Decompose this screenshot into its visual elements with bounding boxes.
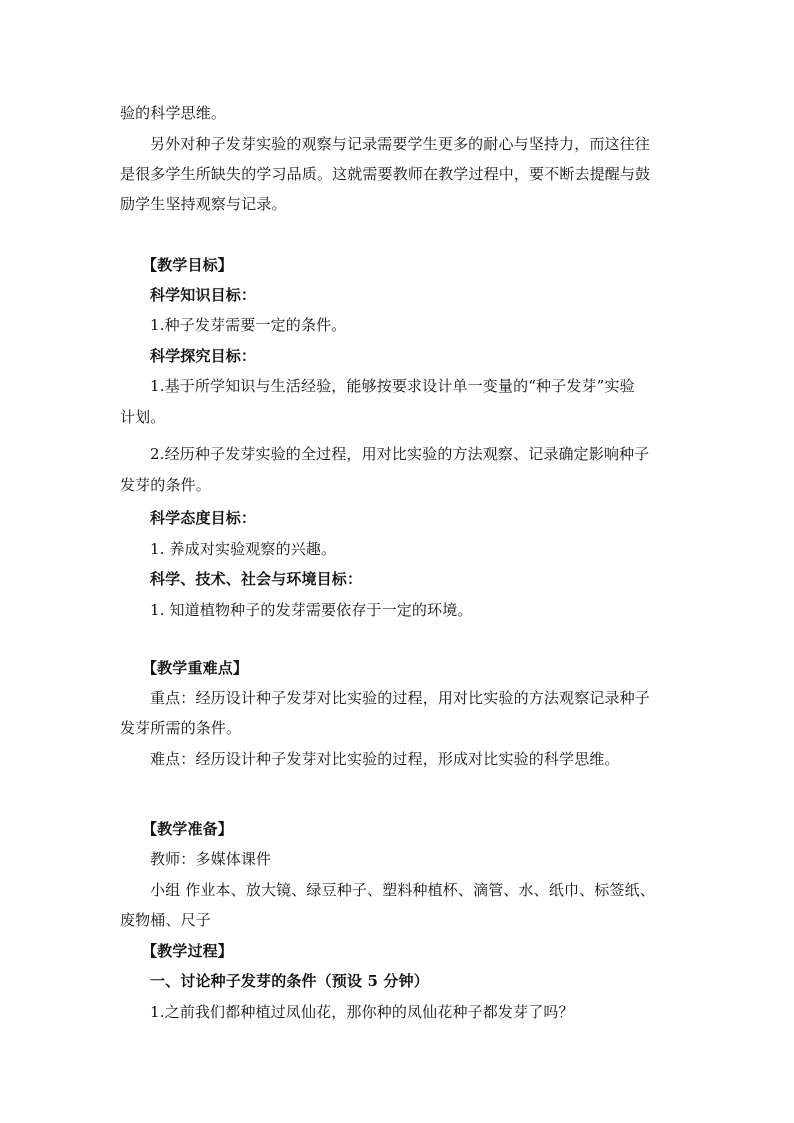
process-heading: 【教学过程】 bbox=[142, 942, 233, 960]
sts-objective-1: 1. 知道植物种子的发芽需要依存于一定的环境。 bbox=[150, 601, 473, 619]
key-points-heading: 【教学重难点】 bbox=[142, 659, 249, 677]
sts-objective-title: 科学、技术、社会与环境目标： bbox=[150, 570, 363, 588]
focus-line-1: 重点：经历设计种子发芽对比实验的过程，用对比实验的方法观察记录种子 bbox=[150, 689, 650, 707]
process-step-1-question-1: 1.之前我们都种植过凤仙花，那你种的凤仙花种子都发芽了吗？ bbox=[150, 1003, 574, 1021]
focus-line-2: 发芽所需的条件。 bbox=[120, 719, 242, 737]
attitude-objective-title: 科学态度目标： bbox=[150, 509, 257, 527]
inquiry-objective-title: 科学探究目标： bbox=[150, 347, 257, 365]
inquiry-objective-1-line-2: 计划。 bbox=[120, 408, 166, 426]
knowledge-objective-1: 1.种子发芽需要一定的条件。 bbox=[150, 316, 347, 334]
intro-line-1: 验的科学思维。 bbox=[120, 104, 227, 122]
preparation-heading: 【教学准备】 bbox=[142, 820, 233, 838]
intro-paragraph-2-line-3: 励学生坚持观察与记录。 bbox=[120, 195, 287, 213]
inquiry-objective-2-line-1: 2.经历种子发芽实验的全过程，用对比实验的方法观察、记录确定影响种子 bbox=[150, 445, 650, 463]
inquiry-objective-1-line-1: 1.基于所学知识与生活经验，能够按要求设计单一变量的“种子发芽”实验 bbox=[150, 377, 635, 395]
preparation-teacher: 教师：多媒体课件 bbox=[150, 850, 272, 868]
preparation-group-line-1: 小组 作业本、放大镜、绿豆种子、塑料种植杯、滴管、水、纸巾、标签纸、 bbox=[150, 881, 655, 899]
knowledge-objective-title: 科学知识目标： bbox=[150, 286, 257, 304]
intro-paragraph-2-line-1: 另外对种子发芽实验的观察与记录需要学生更多的耐心与坚持力，而这往往 bbox=[150, 135, 650, 153]
inquiry-objective-2-line-2: 发芽的条件。 bbox=[120, 476, 211, 494]
attitude-objective-1: 1. 养成对实验观察的兴趣。 bbox=[150, 540, 337, 558]
intro-paragraph-2-line-2: 是很多学生所缺失的学习品质。这就需要教师在教学过程中，要不断去提醒与鼓 bbox=[120, 165, 651, 183]
process-step-1-title: 一、讨论种子发芽的条件（预设 5 分钟） bbox=[150, 972, 429, 990]
objectives-heading: 【教学目标】 bbox=[142, 256, 233, 274]
preparation-group-line-2: 废物桶、尺子 bbox=[120, 911, 211, 929]
difficulty-line: 难点：经历设计种子发芽对比实验的过程，形成对比实验的科学思维。 bbox=[150, 750, 620, 768]
